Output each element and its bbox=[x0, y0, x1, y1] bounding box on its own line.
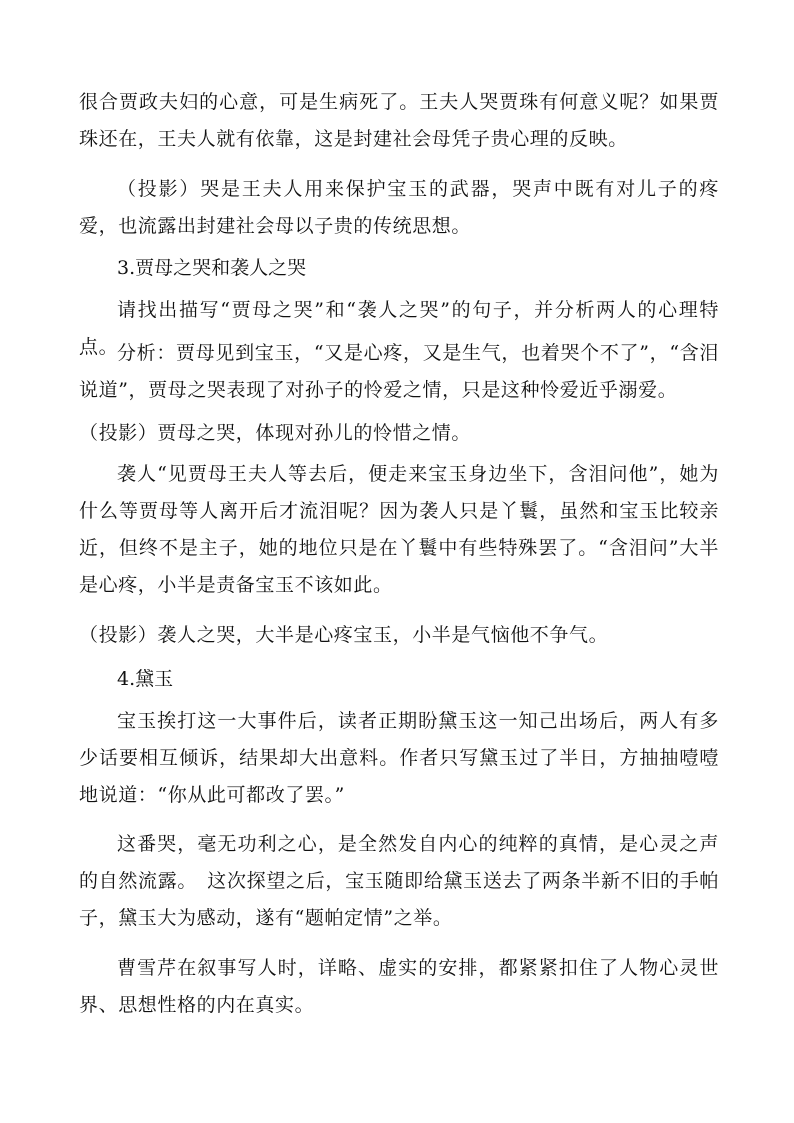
section-heading-3: 3.贾母之哭和袭人之哭 bbox=[117, 257, 307, 279]
paragraph-projection-wangfuren: （投影）哭是王夫人用来保护宝玉的武器，哭声中既有对儿子的疼爱，也流露出封建社会母以子贵的传统思想。 bbox=[79, 178, 719, 237]
paragraph-daiyu-cry: 这番哭，毫无功利之心，是全然发自内心的纯粹的真情，是心灵之声的自然流露。 这次探望之后，宝玉随即给黛玉送去了两条半新不旧的手帕子，黛玉大为感动，遂有“题帕定情”之举。 bbox=[79, 833, 719, 929]
paragraph-projection-jiamu: （投影）贾母之哭，体现对孙儿的怜惜之情。 bbox=[79, 422, 472, 444]
section-heading-4: 4.黛玉 bbox=[117, 668, 174, 690]
paragraph-jiazhu-continued: 很合贾政夫妇的心意，可是生病死了。王夫人哭贾珠有何意义呢？如果贾珠还在，王夫人就有依靠，这是封建社会母凭子贵心理的反映。 bbox=[79, 91, 719, 150]
paragraph-analysis-jiamu: 分析：贾母见到宝玉，“又是心疼，又是生气，也着哭个不了”，“含泪说道”，贾母之哭表现了对孙子的怜爱之情，只是这种怜爱近乎溺爱。 bbox=[79, 342, 719, 401]
paragraph-projection-xiren: （投影）袭人之哭，大半是心疼宝玉，小半是气恼他不争气。 bbox=[79, 624, 609, 646]
paragraph-daiyu: 宝玉挨打这一大事件后，读者正期盼黛玉这一知己出场后，两人有多少话要相互倾诉，结果却大出意料。作者只写黛玉过了半日，方抽抽噎噎地说道：“你从此可都改了罢。” bbox=[79, 710, 719, 806]
paragraph-conclusion: 曹雪芹在叙事写人时，详略、虚实的安排，都紧紧扣住了人物心灵世界、思想性格的内在真实。 bbox=[79, 957, 719, 1016]
paragraph-xiren: 袭人“见贾母王夫人等去后，便走来宝玉身边坐下，含泪问他”，她为什么等贾母等人离开后才流泪呢？因为袭人只是丫鬟，虽然和宝玉比较亲近，但终不是主子，她的地位只是在丫鬟中有些特殊罢了。“含泪问”大半是心疼，小半是责备宝玉不该如此。 bbox=[79, 463, 719, 596]
paragraph-question: 请找出描写“贾母之哭”和“袭人之哭”的句子，并分析两人的心理特点。 bbox=[79, 299, 719, 358]
